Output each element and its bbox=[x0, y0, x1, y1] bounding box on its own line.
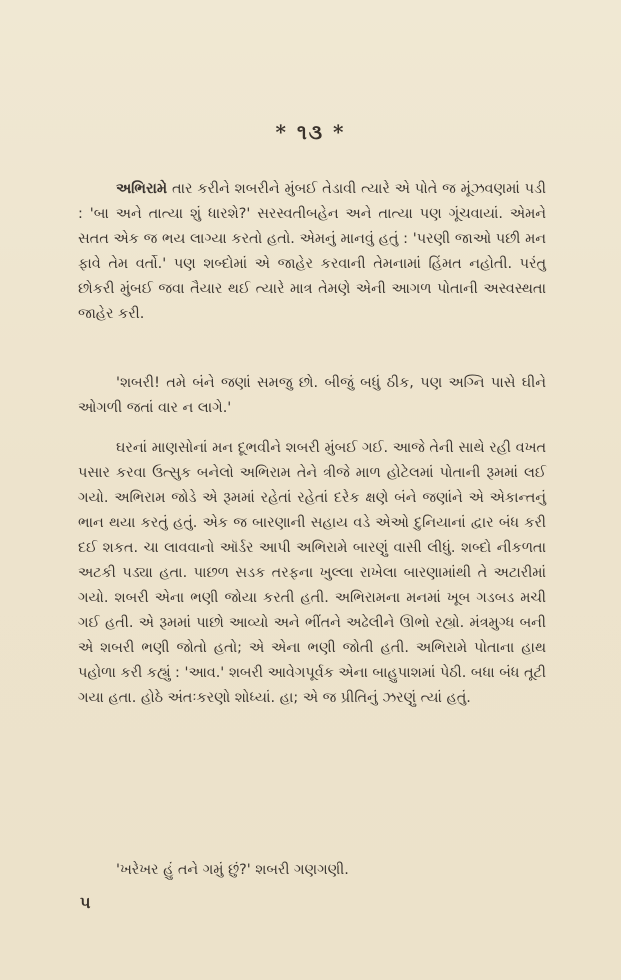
paragraph bbox=[78, 436, 546, 711]
paragraph-group-3 bbox=[78, 436, 546, 711]
paragraph bbox=[78, 371, 546, 421]
paragraph-text: 'ખરેખર હું તને ગમું છું?' શબરી ગણગણી. bbox=[116, 862, 349, 878]
paragraph-group-2 bbox=[78, 371, 546, 421]
page-number: ૫ bbox=[80, 893, 91, 912]
paragraph-group-1 bbox=[78, 177, 546, 327]
paragraph-text: 'શબરી! તમે બંને જણાં સમજુ છો. બીજું બધું ઠીક, પણ અગ્નિ પાસે ઘીને ઓગળી જતાં વાર ન લાગે.' bbox=[78, 375, 546, 416]
paragraph bbox=[78, 858, 546, 883]
paragraph-text: તાર કરીને શબરીને મુંબઈ તેડાવી ત્યારે એ પોતે જ મૂંઝવણમાં પડી : 'બા અને તાત્યા શું ધારશે?' સરસ્વતીબહેન અને તાત્યા પણ ગૂંચવાયાં. એમને સતત એક જ ભય લાગ્યા કરતો હતો. એમનું માનવું હતું : 'પરણી જાઓ પછી મન ફાવે તેમ વર્તો.' પણ શબ્દોમાં એ જાહેર કરવાની તેમનામાં હિંમત નહોતી. પરંતુ છોકરી મુંબઈ જવા તૈયાર થઈ ત્યારે માત્ર તેમણે એની આગળ પોતાની અસ્વસ્થતા જાહેર કરી. bbox=[78, 181, 546, 322]
chapter-heading: * ૧૩ * bbox=[275, 120, 346, 144]
paragraph-lead-word: અભિરામે bbox=[116, 181, 168, 197]
paragraph bbox=[78, 177, 546, 327]
paragraph-text: ઘરનાં માણસોનાં મન દૂભવીને શબરી મુંબઈ ગઈ. આજે તેની સાથે રહી વખત પસાર કરવા ઉત્સુક બનેલો અભિરામ તેને ત્રીજે માળ હોટેલમાં પોતાની રૂમમાં લઈ ગયો. અભિરામ જોડે એ રૂમમાં રહેતાં રહેતાં દરેક ક્ષણે બંને જણાંને એ એકાન્તનું ભાન થયા કરતું હતું. એક જ બારણાની સહાય વડે એઓ દુનિયાનાં દ્વાર બંધ કરી દઈ શકત. ચા લાવવાનો ઑર્ડર આપી અભિરામે બારણું વાસી લીધું. શબ્દો નીકળતા અટકી પડ્યા હતા. પાછળ સડક તરફના ખુલ્લા રાખેલા બારણામાંથી તે અટારીમાં ગયો. શબરી એના ભણી જોયા કરતી હતી. અભિરામના મનમાં ખૂબ ગડબડ મચી ગઈ હતી. એ રૂમમાં પાછો આવ્યો અને ભીંતને અઢેલીને ઊભો રહ્યો. મંત્રમુગ્ધ બની એ શબરી ભણી જોતો હતો; એ એના ભણી જોતી હતી. અભિરામે પોતાના હાથ પહોળા કરી કહ્યું : 'આવ.' શબરી આવેગપૂર્વક એના બાહુપાશમાં પેઠી. બધા બંધ તૂટી ગયા હતા. હોઠે અંતઃકરણો શોધ્યાં. હા; એ જ પ્રીતિનું ઝરણું ત્યાં હતું. bbox=[78, 440, 547, 706]
paragraph-group-4 bbox=[78, 858, 546, 883]
